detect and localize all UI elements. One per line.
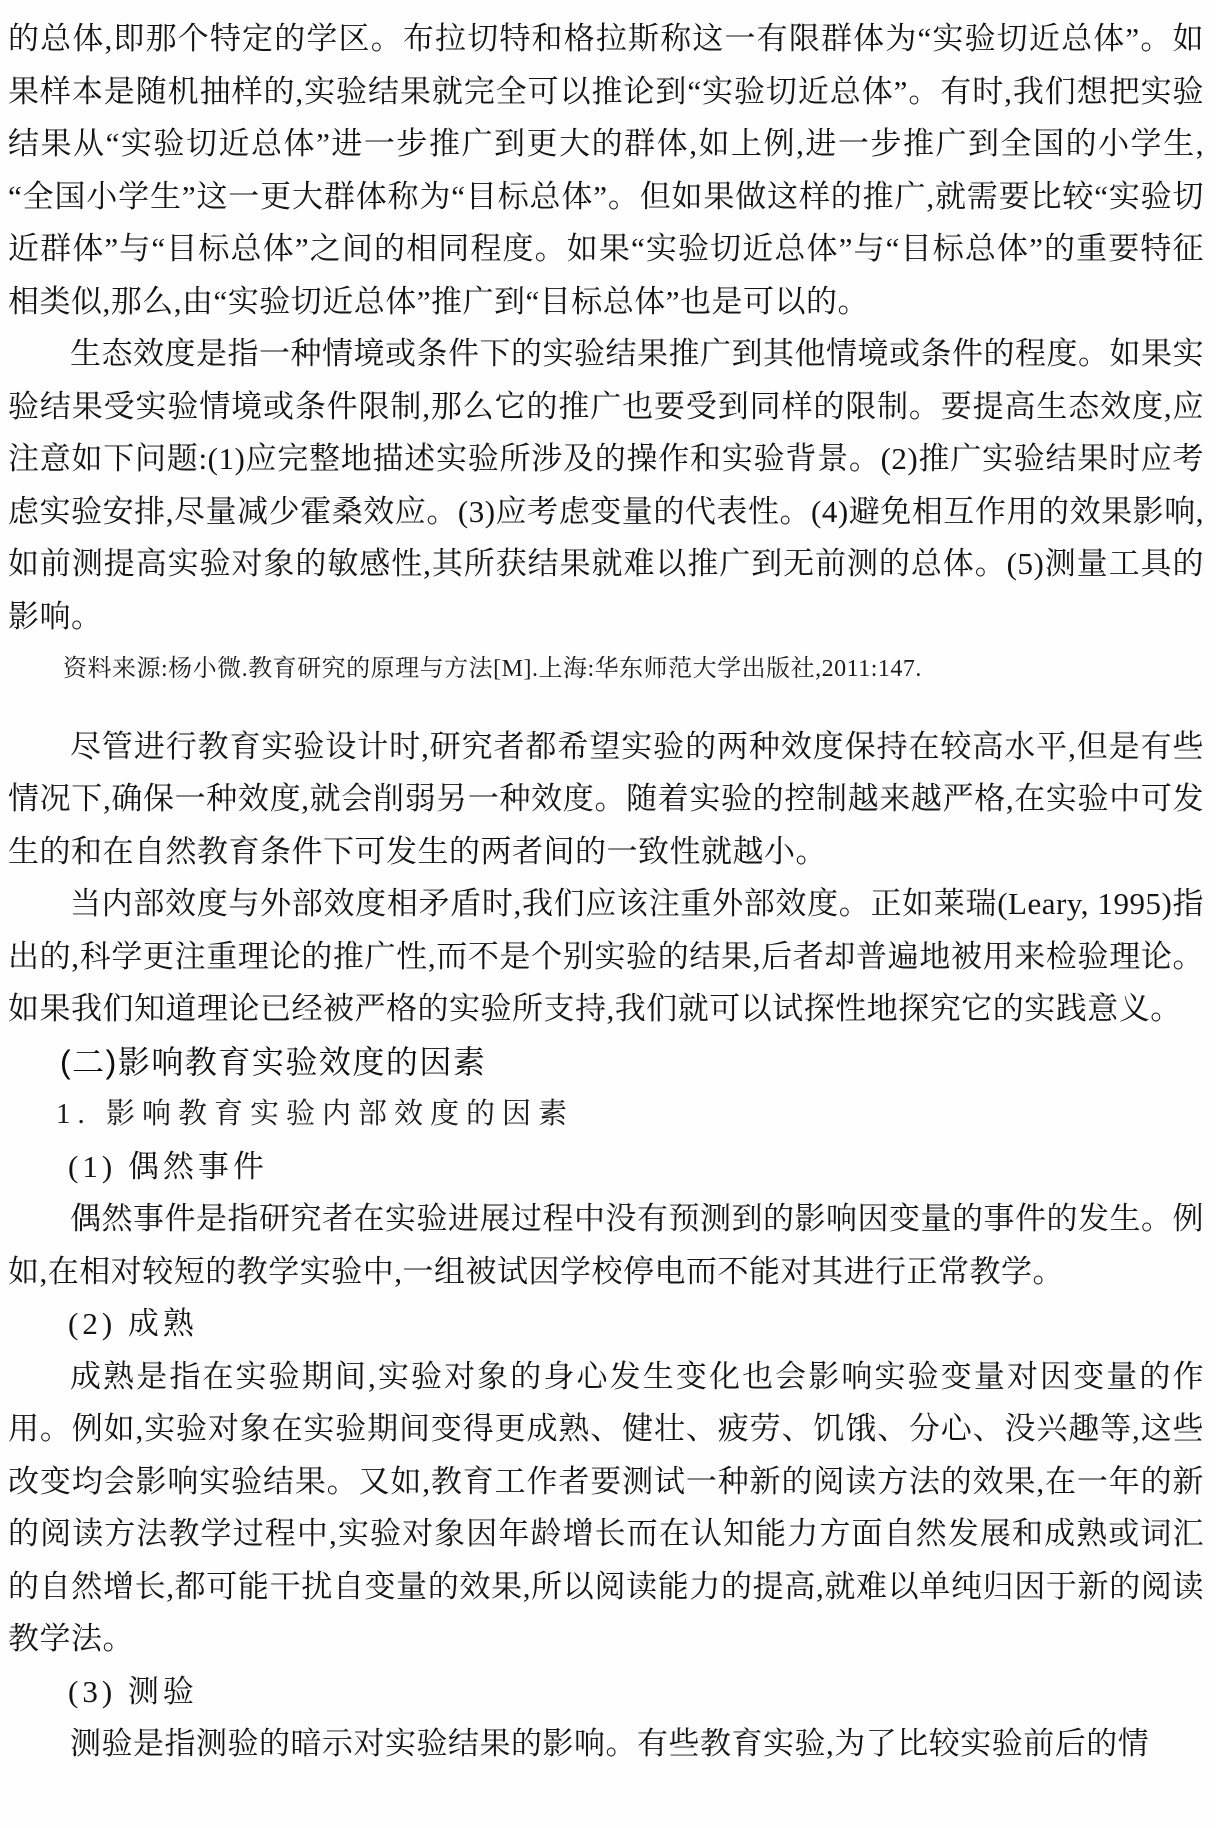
paragraph-accidental-events: 偶然事件是指研究者在实验进展过程中没有预测到的影响因变量的事件的发生。例如,在相对较短的教学实验中,一组被试因学校停电而不能对其进行正常教学。 (8, 1201, 1204, 1289)
item-heading-maturation: (2) 成熟 (68, 1306, 198, 1341)
paragraph-internal-vs-external-validity: 当内部效度与外部效度相矛盾时,我们应该注重外部效度。正如莱瑞(Leary, 1995)指出的,科学更注重理论的推广性,而不是个别实验的结果,后者却普遍地被用来检验理论。如果我们知道理论已经被严格的实验所支持,我们就可以试探性地探究它的实践意义。 (8, 886, 1204, 1026)
item-heading-accidental-events: (1) 偶然事件 (68, 1148, 268, 1184)
paragraph-validity-tradeoff: 尽管进行教育实验设计时,研究者都希望实验的两种效度保持在较高水平,但是有些情况下,确保一种效度,就会削弱另一种效度。随着实验的控制越来越严格,在实验中可发生的和在自然教育条件下可发生的两者间的一致性就越小。 (8, 728, 1204, 869)
section-heading-factors-affecting-validity: (二)影响教育实验效度的因素 (60, 1043, 487, 1080)
subsection-heading-internal-validity-factors: 1. 影响教育实验内部效度的因素 (56, 1098, 575, 1130)
paragraph-maturation: 成熟是指在实验期间,实验对象的身心发生变化也会影响实验变量对因变量的作用。例如,实验对象在实验期间变得更成熟、健壮、疲劳、饥饿、分心、没兴趣等,这些改变均会影响实验结果。又如,教育工作者要测试一种新的阅读方法的效果,在一年的新的阅读方法教学过程中,实验对象因年龄增长而在认知能力方面自然发展和成熟或词汇的自然增长,都可能干扰自变量的效果,所以阅读能力的提高,就难以单纯归因于新的阅读教学法。 (8, 1358, 1204, 1656)
source-citation: 资料来源:杨小微.教育研究的原理与方法[M].上海:华东师范大学出版社,2011:147. (63, 656, 922, 682)
paragraph-experimentally-accessible-population: 的总体,即那个特定的学区。布拉切特和格拉斯称这一有限群体为“实验切近总体”。如果样本是随机抽样的,实验结果就完全可以推论到“实验切近总体”。有时,我们想把实验结果从“实验切近总体”进一步推广到更大的群体,如上例,进一步推广到全国的小学生,“全国小学生”这一更大群体称为“目标总体”。但如果做这样的推广,就需要比较“实验切近群体”与“目标总体”之间的相同程度。如果“实验切近总体”与“目标总体”的重要特征相类似,那么,由“实验切近总体”推广到“目标总体”也是可以的。 (8, 21, 1204, 319)
paragraph-testing: 测验是指测验的暗示对实验结果的影响。有些教育实验,为了比较实验前后的情 (70, 1726, 1150, 1761)
item-heading-testing: (3) 测验 (68, 1673, 198, 1709)
paragraph-ecological-validity: 生态效度是指一种情境或条件下的实验结果推广到其他情境或条件的程度。如果实验结果受实验情境或条件限制,那么它的推广也要受到同样的限制。要提高生态效度,应注意如下问题:(1)应完整地描述实验所涉及的操作和实验背景。(2)推广实验结果时应考虑实验安排,尽量减少霍桑效应。(3)应考虑变量的代表性。(4)避免相互作用的效果影响,如前测提高实验对象的敏感性,其所获结果就难以推广到无前测的总体。(5)测量工具的影响。 (8, 336, 1204, 634)
